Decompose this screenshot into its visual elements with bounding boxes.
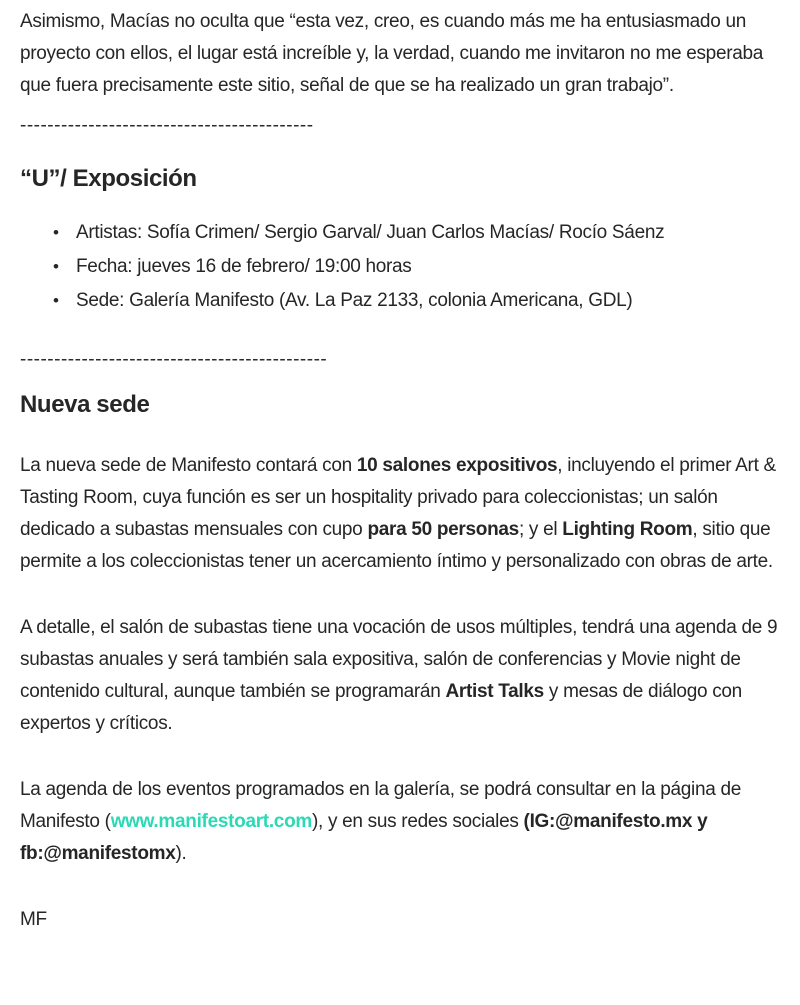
text-segment: , incluyendo el primer Art & Tasting Room, cuya función es ser un hospitality privado para coleccionistas; un salón dedicado a subastas mensuales con cupo xyxy=(20,455,776,540)
text-segment: y mesas de diálogo con expertos y críticos. xyxy=(20,681,742,734)
paragraph-intro: Asimismo, Macías no oculta que “esta vez, creo, es cuando más me ha entusiasmado un proyecto con ellos, el lugar está increíble y, la verdad, cuando me invitaron no me esperaba que fuera precisamente este sitio, señal de que se ha realizado un gran trabajo”. xyxy=(20,11,764,96)
list-item-sede: • Sede: Galería Manifesto (Av. La Paz 2133, colonia Americana, GDL) xyxy=(20,284,780,318)
bold-lighting-room: Lighting Room xyxy=(562,519,693,540)
list-item-artistas: • Artistas: Sofía Crimen/ Sergio Garval/ Juan Carlos Macías/ Rocío Sáenz xyxy=(20,216,780,250)
list-item-fecha: • Fecha: jueves 16 de febrero/ 19:00 horas xyxy=(20,250,780,284)
exposicion-detail-list xyxy=(20,216,780,318)
text-segment: ; y el xyxy=(518,519,563,540)
dashed-divider: ------------------------------------------- xyxy=(20,115,314,136)
text-segment: La agenda de los eventos programados en la galería, se podrá consultar en la página de Manifesto ( xyxy=(20,779,741,832)
bold-salones-expositivos: 10 salones expositivos xyxy=(356,455,558,476)
text-segment: ). xyxy=(175,843,187,864)
text-segment: A detalle, el salón de subastas tiene una vocación de usos múltiples, tendrá una agenda de 9 subastas anuales y será también sala expositiva, salón de conferencias y Movie night de contenido cultural, aunque también se programarán xyxy=(20,617,778,702)
article-body xyxy=(20,6,780,936)
heading-nueva-sede: Nueva sede xyxy=(20,391,150,418)
text-segment: ), y en sus redes sociales xyxy=(311,811,524,832)
text-segment: , sitio que permite a los coleccionistas tener un acercamiento íntimo y personalizado con obras de arte. xyxy=(20,519,773,572)
manifesto-website-link[interactable]: www.manifestoart.com xyxy=(110,811,312,832)
paragraph-detalle xyxy=(20,612,780,740)
paragraph-agenda xyxy=(20,774,780,870)
dashed-divider: --------------------------------------------- xyxy=(20,349,328,370)
bold-artist-talks: Artist Talks xyxy=(445,681,544,702)
bold-50-personas: para 50 personas xyxy=(367,519,519,540)
heading-exposicion: “U”/ Exposición xyxy=(20,165,197,192)
author-initials: MF xyxy=(20,909,47,930)
text-segment: La nueva sede de Manifesto contará con xyxy=(20,455,357,476)
bold-social-handles: (IG:@manifesto.mx y fb:@manifestomx xyxy=(20,811,708,864)
paragraph-nueva-sede xyxy=(20,450,780,578)
